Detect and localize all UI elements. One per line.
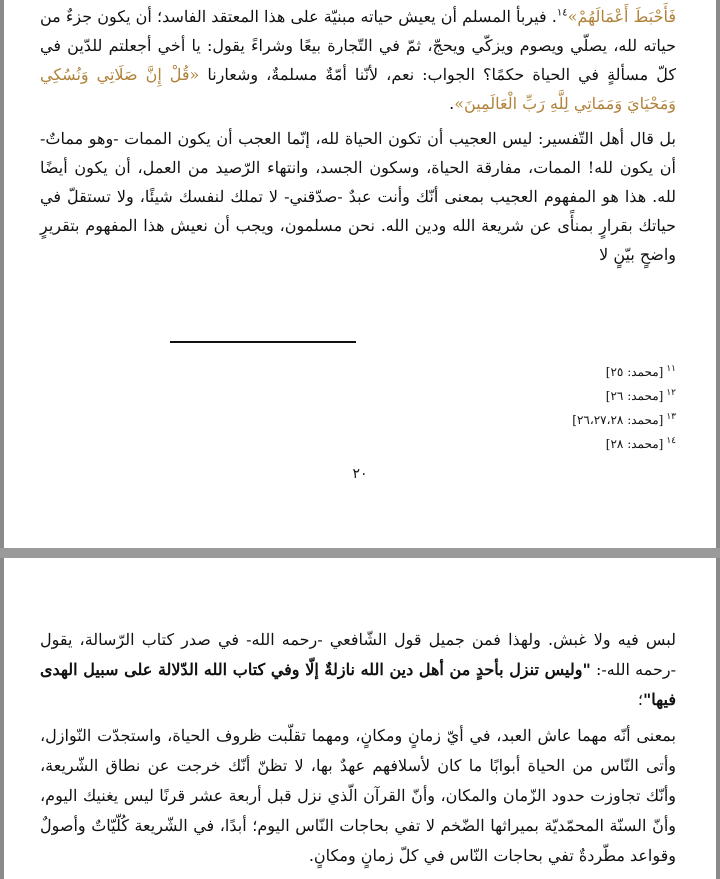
paragraph-1-text: . فيربأ المسلم أن يعيش حياته مبنيّة على هذا المعتقد الفاسد؛ أن يكون جزءٌ من حياته لله، يصلّي ويصوم ويزكّي ويحجّ، ثمّ في التّجارة بيعًا وشراءً يقول: يا أخي أجعلتم للدّين في كلّ مسألةٍ في الحياة حكمًا؟ الجواب: نعم، لأنّنا أمّةٌ مسلمةٌ، وشعارنا bbox=[40, 7, 676, 84]
page-separator bbox=[0, 548, 720, 558]
page-bottom bbox=[4, 558, 716, 879]
footnotes bbox=[476, 360, 676, 456]
paragraph-3 bbox=[40, 625, 676, 715]
footnote-number: ١٢ bbox=[666, 388, 676, 398]
paragraph-1 bbox=[40, 2, 676, 118]
paragraph-1-end: . bbox=[449, 94, 455, 113]
body-text-top bbox=[40, 2, 676, 275]
body-text-bottom bbox=[40, 625, 676, 877]
footnote-number: ١٤ bbox=[666, 436, 676, 446]
footnote-item bbox=[476, 360, 676, 384]
paragraph-3-end: ؛ bbox=[637, 690, 643, 709]
quran-quote-b: «قُلْ إِنَّ صَلَاتِي وَنُسُكِي وَمَحْيَايَ وَمَمَاتِي لِلَّهِ رَبِّ الْعَالَمِينَ» bbox=[40, 65, 676, 113]
paragraph-4: بمعنى أنّه مهما عاش العبد، في أيّ زمانٍ ومكانٍ، ومهما تقلّبت ظروف الحياة، واستجدّت النّوازل، وأتى النّاس من الحياة أبوابًا ما كان لأسلافهم عهدٌ بها، لا تظنّ أنّك خرجت عن نطاق الشّريعة، وأنّك تجاوزت حدود الزّمان والمكان، وأنّ القرآن الّذي نزل قبل أربعة عشر قرنًا ليس يغنيك اليوم، وأنّ السنّة المحمّديّة بميراثها الضّخم لا تفي بحاجات النّاس اليوم؛ أبدًا، في الشّريعة كُلّيّاتٌ وأصولٌ وقواعد مطّردةٌ تفي بحاجات النّاس في كلّ زمانٍ ومكانٍ. bbox=[40, 726, 676, 865]
footnote-text: [محمد: ٢٦] bbox=[605, 389, 664, 403]
footnote-number: ١٣ bbox=[666, 412, 676, 422]
footnote-text: [محمد: ٢٥] bbox=[605, 365, 664, 379]
footnote-ref-14[interactable]: ١٤ bbox=[556, 7, 568, 19]
footnote-item bbox=[476, 432, 676, 456]
paragraph-2: بل قال أهل التّفسير: ليس العجيب أن تكون الحياة لله، إنّما العجب أن يكون الممات -وهو مماتٌ- أن يكون لله! الممات، مفارقة الحياة، وسكون الجسد، وانتهاء الرّصيد من العمل، أن يكون أيضًا لله. هذا هو المفهوم العجيب بمعنى أنّك وأنت عبدٌ -صدّقني- لا تملك لنفسك شيئًا، ولا تستقلّ في حياتك بقرارٍ بمنأًى عن شريعة الله ودين الله. نحن مسلمون، ويجب أن نعيش هذا المفهوم بتقريرٍ واضحٍ بيّنٍ لا bbox=[40, 129, 676, 264]
page-top bbox=[4, 0, 716, 548]
footnote-text: [محمد: ٢٦،٢٧،٢٨] bbox=[572, 413, 664, 427]
footnote-separator bbox=[170, 341, 356, 343]
footnote-item bbox=[476, 384, 676, 408]
quran-quote-a: فَأَحْبَطَ أَعْمَالَهُمْ» bbox=[567, 7, 676, 26]
footnote-text: [محمد: ٢٨] bbox=[605, 437, 664, 451]
footnote-item bbox=[476, 408, 676, 432]
footnote-number: ١١ bbox=[666, 364, 676, 374]
shafii-quote: "وليس تنزل بأحدٍ من أهل دين الله نازلةٌ إلّا وفي كتاب الله الدّلالة على سبيل الهدى فيها" bbox=[40, 660, 676, 709]
page-number: ٢٠ bbox=[352, 466, 368, 482]
paragraph-3-text: لبس فيه ولا غبش. ولهذا فمن جميل قول الشّافعي -رحمه الله- في صدر كتاب الرّسالة، يقول -رحمه الله-: bbox=[40, 630, 676, 679]
